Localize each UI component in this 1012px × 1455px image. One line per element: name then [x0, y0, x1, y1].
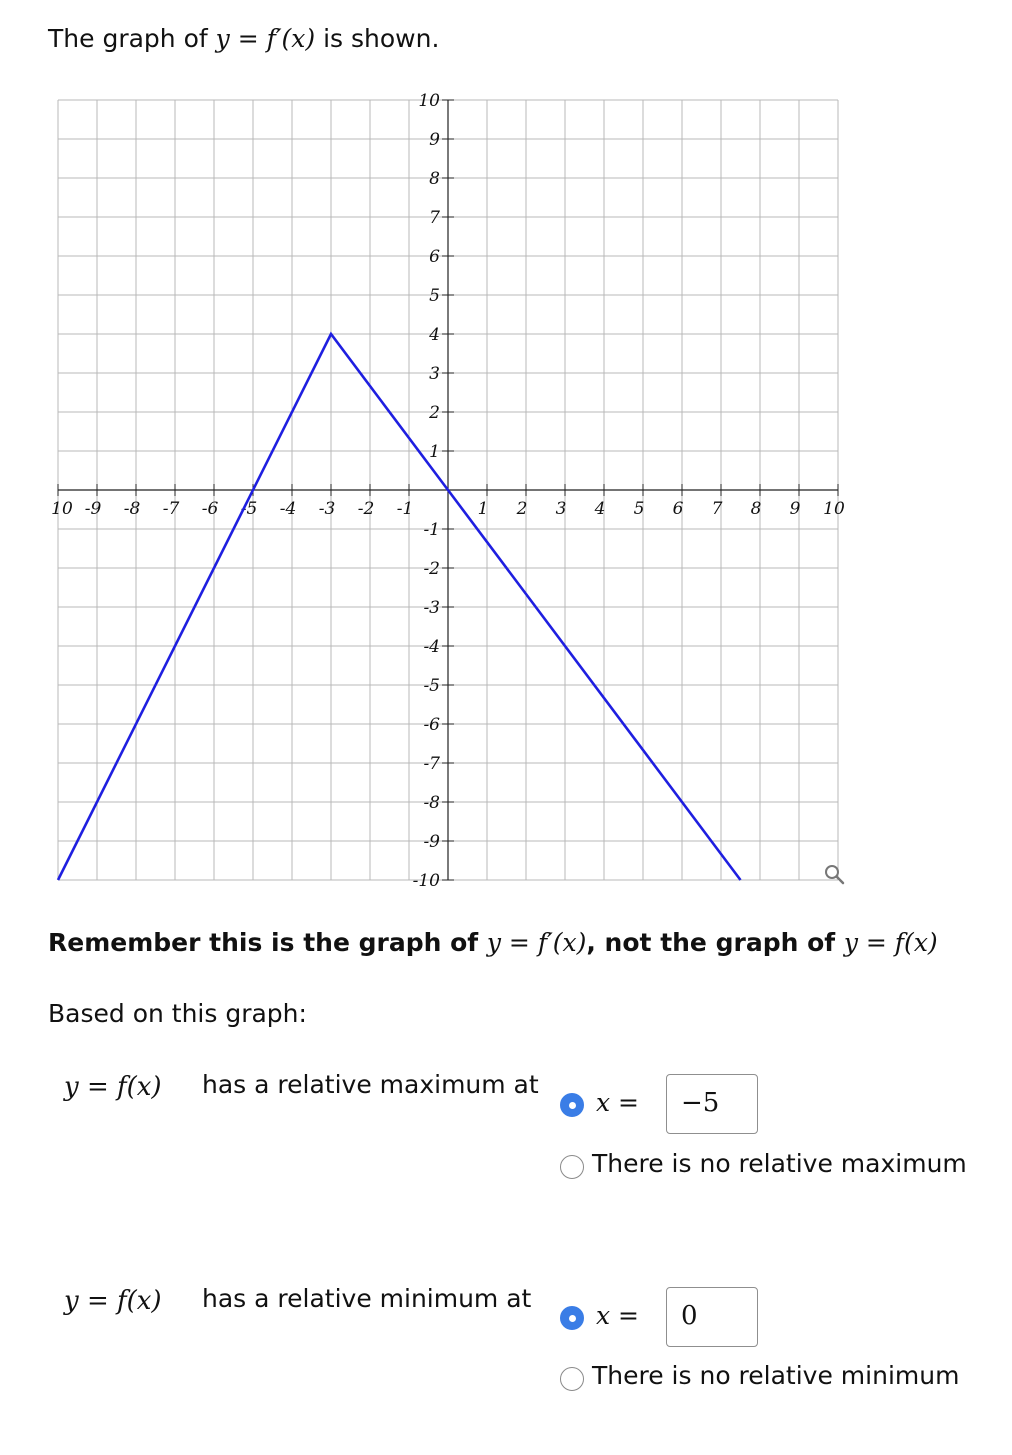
question-lead: [64, 1072, 162, 1102]
radio-no-maximum[interactable]: [560, 1155, 584, 1179]
x-tick-label: 1: [477, 499, 489, 519]
y-tick-label: 7: [429, 208, 440, 228]
y-tick-label: -1: [423, 520, 440, 540]
y-tick-label: -10: [412, 871, 440, 891]
radio-no-minimum[interactable]: [560, 1367, 584, 1391]
y-tick-label: -2: [423, 559, 440, 579]
option-no-minimum[interactable]: There is no relative minimum: [592, 1361, 960, 1390]
question-lead: [64, 1286, 162, 1316]
y-tick-label: 9: [429, 130, 440, 150]
based-on-text: Based on this graph:: [48, 999, 307, 1028]
x-tick-label: 4: [594, 499, 606, 519]
intro-math: y = f′(x): [215, 24, 316, 53]
y-tick-label: 6: [429, 247, 440, 267]
intro-pre: The graph of: [48, 24, 216, 53]
y-tick-label: -4: [423, 637, 440, 657]
y-tick-label: -7: [423, 754, 440, 774]
x-tick-label: -4: [279, 499, 297, 519]
x-tick-label: 8: [750, 499, 762, 519]
x-tick-label: 10: [823, 499, 845, 519]
x-tick-label: -3: [318, 499, 336, 519]
x-tick-label: -9: [84, 499, 102, 519]
y-tick-label: -6: [423, 715, 440, 735]
x-tick-label: 9: [789, 499, 801, 519]
x-tick-label: 3: [555, 499, 567, 519]
question-lead-math: y = f(x): [64, 1072, 162, 1102]
x-tick-label: 10: [51, 499, 73, 519]
y-tick-label: -3: [423, 598, 440, 618]
option-x-label: x =: [596, 1088, 639, 1117]
y-tick-label: 8: [429, 169, 440, 189]
intro-text: [48, 24, 439, 53]
x-tick-label: 5: [633, 499, 645, 519]
derivative-graph: [40, 86, 860, 906]
x-tick-label: -6: [201, 499, 219, 519]
reminder-math-2: y = f(x): [843, 928, 938, 957]
y-tick-label: 10: [418, 91, 440, 111]
x-tick-label: -5: [240, 499, 258, 519]
intro-post: is shown.: [315, 24, 440, 53]
x-tick-label: -8: [123, 499, 141, 519]
y-tick-label: 2: [429, 403, 440, 423]
reminder-text: [48, 928, 938, 957]
option-no-maximum[interactable]: There is no relative maximum: [592, 1149, 967, 1178]
answer-input-min[interactable]: 0: [666, 1287, 758, 1347]
radio-x-value[interactable]: [560, 1306, 584, 1330]
y-tick-label: -5: [423, 676, 440, 696]
y-tick-label: 4: [429, 325, 440, 345]
y-tick-label: 3: [429, 364, 440, 384]
answer-input-max[interactable]: −5: [666, 1074, 758, 1134]
y-tick-label: 1: [429, 442, 440, 462]
y-tick-labels: [413, 91, 441, 891]
question-lead-text: has a relative maximum at: [202, 1070, 539, 1099]
question-lead-math: y = f(x): [64, 1286, 162, 1316]
y-tick-label: 5: [429, 286, 440, 306]
y-tick-label: -9: [423, 832, 440, 852]
question-lead-text: has a relative minimum at: [202, 1284, 532, 1313]
x-tick-label: -2: [357, 499, 375, 519]
option-x-label: x =: [596, 1301, 639, 1330]
reminder-mid: , not the graph of: [586, 928, 844, 957]
x-tick-label: -7: [162, 499, 180, 519]
radio-x-value[interactable]: [560, 1093, 584, 1117]
x-tick-label: 6: [672, 499, 684, 519]
y-tick-label: -8: [423, 793, 440, 813]
x-tick-label: 7: [711, 499, 723, 519]
reminder-pre: Remember this is the graph of: [48, 928, 487, 957]
reminder-math-1: y = f′(x): [486, 928, 587, 957]
x-tick-label: -1: [396, 499, 414, 519]
x-tick-label: 2: [516, 499, 528, 519]
